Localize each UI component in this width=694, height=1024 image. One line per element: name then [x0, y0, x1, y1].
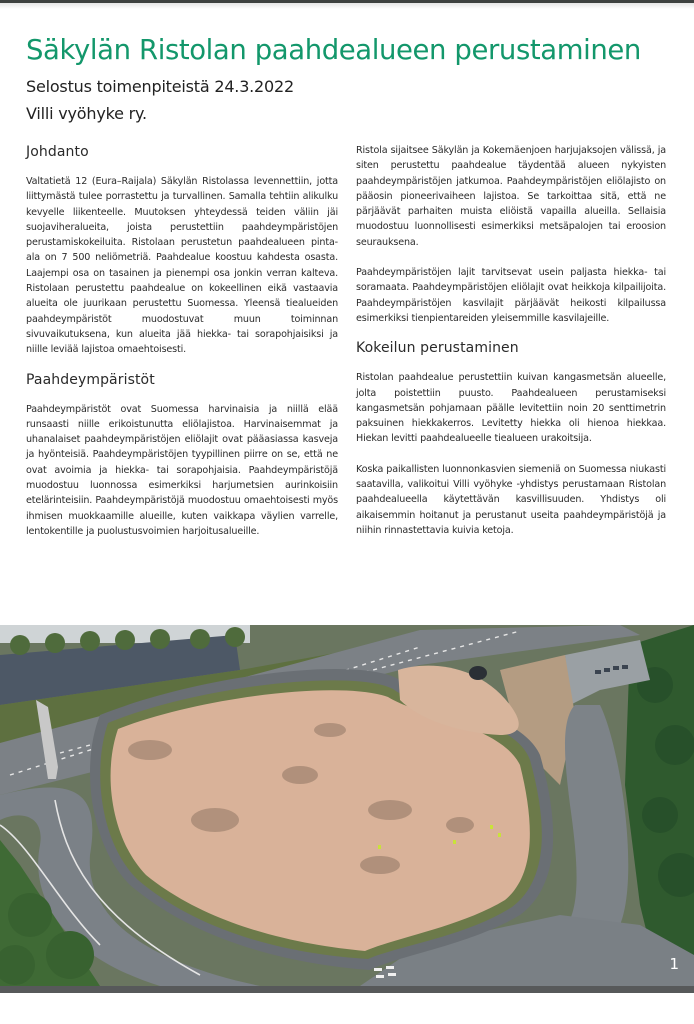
section-heading-kokeilun-perustaminen: Kokeilun perustaminen [356, 340, 519, 357]
paragraph-johdanto: Valtatietä 12 (Eura–Raijala) Säkylän Ristolassa levennettiin, jotta liittymästä tulee porrastettu ja turvallinen. Samalla tehtiin alikulku kevyelle liikenteelle. Muutoksen yhteydessä teiden väliin jäi suojaviheralueita, joista perustettiin paahdeympäristöjen perustamiskokeiluita. Ristolaan perustetun paahdealueen pinta-ala on 7 500 neliömetriä. Paahdealue koostuu kahdesta osasta. Laajempi osa on tasainen ja pienempi osa jonkin verran kalteva. Ristolaan perustettu paahdealue on kokeellinen eikä vastaavia alueita ole juurikaan perustettu Suomessa. Yleensä tiealueiden paahdeympäristöt muodostuvat muun toiminnan sivuvaikutuksena, kun alueita jää hiekka- tai sorapohjaisiksi ja niille leviää lajistoa omaehtoisesti. [26, 176, 338, 356]
paragraph-species-needs: Paahdeympäristöjen lajit tarvitsevat usein paljasta hiekka- tai soramaata. Paahdeympäristöjen eliölajit ovat heikkoja kilpailijoita. Paahdeympäristöjen kasvilajit pärjäävät heikosti kilpailussa esimerkiksi tienpientareiden yleisemmille kasvilajeille. [356, 267, 666, 324]
right-column [356, 143, 666, 538]
page-number: 1 [669, 955, 679, 973]
section-heading-johdanto: Johdanto [26, 144, 89, 160]
viewer-top-shadow [0, 3, 694, 9]
viewer-bottom-border [0, 986, 694, 993]
aerial-photo [0, 625, 694, 986]
paragraph-paahdeymparistot: Paahdeympäristöt ovat Suomessa harvinaisia ja niillä elää runsaasti niille erikoistunutta eliölajistoa. Harvinaisemmat ja uhanalaiset paahdeympäristöjen eliölajit ovat pääasiassa kasveja ja hyönteisiä. Paahdeympäristöjen tyypillinen piirre on se, että ne ovat avoimia ja hiekka- tai sorapohjaisia. Paahdeympäristöjä muodostuu luonnossa esimerkiksi harjumetsien aurinkoisiin etelärinteisiin. Paahdeympäristöjä muodostuu omaehtoisesti myös ihmisen muokkaamille alueille, kuten vaikkapa väylien varrelle, lentokentille ja puolustusvoimien harjoitusalueille. [26, 403, 338, 537]
paragraph-ristola-location: Ristola sijaitsee Säkylän ja Kokemäenjoen harjujaksojen välissä, ja siten perustettu paahdealue täydentää alueen nykyisten paahdeympäristöjen jatkumoa. Paahdeympäristöjen eliölajisto on pääosin pioneerivaiheen lajistoa. Se tarkoittaa sitä, että ne pärjäävät parhaiten muista eliöistä vapailla alueilla. Sellaisia muodostuu luonnollisesti esimerkiksi metsäpalojen tai eroosion seurauksena. [356, 145, 666, 248]
aerial-photo-illustration [0, 625, 694, 986]
left-column [26, 144, 338, 539]
paragraph-perustaminen-1: Ristolan paahdealue perustettiin kuivan kangasmetsän alueelle, jolta poistettiin puusto. Paahdealueen perustamiseksi kangasmetsän pohjamaan päälle levitettiin noin 20 senttimetrin paksuinen hiekkakerros. Levitetty hiekka oli hienoa hiekkaa. Hiekan levitti paahdealueelle tiealueen urakoitsija. [356, 372, 666, 445]
document-organization: Villi vyöhyke ry. [26, 104, 147, 123]
paragraph-perustaminen-2: Koska paikallisten luonnonkasvien siemeniä on Suomessa niukasti saatavilla, valikoitui Villi vyöhyke -yhdistys perustamaan Ristolan paahdealueella käytettävän kasvillisuuden. Yhdistys oli aikaisemmin hoitanut ja perustanut useita paahdeympäristöjä ja niihin rinnastettavia kuivia ketoja. [356, 463, 666, 536]
document-title: Säkylän Ristolan paahdealueen perustaminen [26, 34, 641, 66]
document-subtitle: Selostus toimenpiteistä 24.3.2022 [26, 77, 294, 96]
section-heading-paahdeymparistot: Paahdeympäristöt [26, 371, 155, 388]
